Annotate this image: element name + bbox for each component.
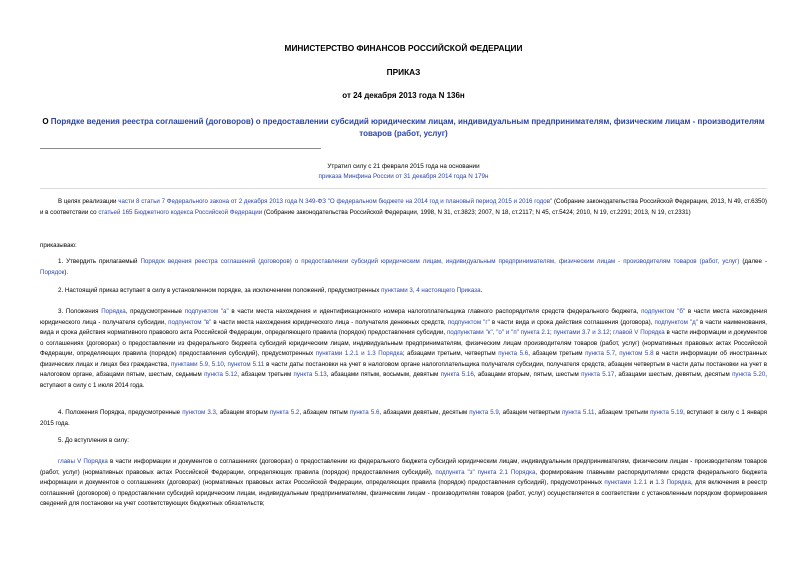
p3-link-15[interactable]: пунктом 5.11 <box>227 360 265 368</box>
p3-text-13: , <box>615 350 620 357</box>
prikazyvayu-text: приказываю: <box>40 242 77 249</box>
p1-link-poryadok[interactable]: Порядок <box>40 268 65 276</box>
document-title <box>40 116 767 140</box>
p4-text-5: , абзацем четвертым <box>498 409 562 416</box>
p3-link-4[interactable]: подпунктом "в" <box>168 318 212 326</box>
p3-link-5[interactable]: подпунктом "г" <box>447 318 490 326</box>
p6-text-1: в части информации и документов о соглашениях (договорах) о предоставлении из федерального бюджета субсидий юридическим лицам, индивидуальным предпринимателям, физическим лицам - производителям товаров (работ, услуг) (нормативных правовых актах Российской Федерации, определяющих правила (порядок) предоставления субсидий), <box>40 458 767 476</box>
p3-text-21: , вступают в силу с 1 июля 2014 года. <box>40 371 768 389</box>
paragraph-2 <box>40 286 767 297</box>
p4-text-1: 4. Положения Порядка, предусмотренные <box>58 409 183 416</box>
p5-heading: 5. До вступления в силу: <box>58 437 129 444</box>
p3-text-15: , <box>223 360 228 368</box>
p6-text-4: , для включения в реестр соглашений (договоров) о предоставлении субсидий юридическим лицам, индивидуальным предпринимателям, физическим лицам - производителям товаров (работ, услуг) осуществляется в соответствии с установленным порядком формирования сведений для постановки на учет соответствующих бюджетных обязательств; <box>40 479 767 507</box>
p3-text-1: 3. Положения <box>58 308 102 315</box>
repeal-note-line2-wrap <box>200 172 607 182</box>
p3-text-9: ; <box>609 329 614 336</box>
p3-text-17: , абзацем третьим <box>237 371 294 378</box>
repeal-note-line1: Утратил силу с 21 февраля 2015 года на основании <box>327 163 480 170</box>
p3-link-18[interactable]: пункта 5.16 <box>440 371 474 378</box>
p3-link-11[interactable]: пункта 5.6 <box>498 350 529 357</box>
p3-link-16[interactable]: пункта 5.12 <box>204 371 238 378</box>
p3-link-7[interactable]: подпунктами "к", "о" и "п" пункта 2.1 <box>446 329 550 336</box>
paragraph-3 <box>40 307 767 391</box>
p3-text-8: ; <box>549 329 554 336</box>
p3-link-2[interactable]: подпунктом "а" <box>184 308 229 315</box>
paragraph-1 <box>40 257 767 278</box>
p4-text-2: , абзацем вторым <box>216 409 270 416</box>
p3-link-8[interactable]: пунктами 3.7 и 3.12 <box>553 329 610 336</box>
p3-text-4: в части места нахождения юридического лица - получателя субсидии, <box>40 308 767 326</box>
repeal-note-link[interactable]: приказа Минфина России от 31 декабря 2014 года N 179н <box>318 173 489 180</box>
title-link[interactable]: Порядке ведения реестра соглашений (договоров) о предоставлении субсидий юридическим лицам, индивидуальным предпринимателям, физическим лицам - производителям товаров (работ, услуг) <box>50 117 765 138</box>
p3-link-17[interactable]: пункта 5.13 <box>293 371 327 378</box>
divider-full <box>40 188 767 189</box>
p3-text-20: , абзацами шестым, девятым, десятым <box>614 371 733 378</box>
p3-text-3: в части места нахождения и идентификационного номера налогоплательщика главного распорядителя средств федерального бюджета, <box>228 308 642 315</box>
divider-short <box>40 148 321 149</box>
p6-link-1[interactable]: главы V Порядка <box>58 458 108 465</box>
p6-link-3[interactable]: пунктами 1.2.1 <box>604 479 648 486</box>
p6-text-3: и <box>647 479 656 486</box>
preamble-paragraph <box>40 197 767 218</box>
p6-link-2[interactable]: подпункта "з" пункта 2.1 Порядка <box>435 468 536 476</box>
p3-link-20[interactable]: пункта 5.20 <box>732 371 766 378</box>
p3-text-19: , абзацами вторым, пятым, шестым <box>473 371 582 378</box>
p3-link-3[interactable]: подпунктом "б" <box>641 308 686 315</box>
p3-text-18: , абзацами пятым, восьмым, девятым <box>326 371 441 378</box>
p3-link-19[interactable]: пункта 5.17 <box>581 371 615 378</box>
paragraph-4 <box>40 408 767 429</box>
p4-link-4[interactable]: пункта 5.9 <box>469 409 499 416</box>
p2-link[interactable]: пунктами 3, 4 настоящего Приказа <box>381 287 481 294</box>
p3-text-5: в части места нахождения юридического лица - получателя денежных средств, <box>211 318 448 326</box>
doc-type-heading: ПРИКАЗ <box>386 67 421 77</box>
date-number-heading: от 24 декабря 2013 года N 136н <box>342 91 465 100</box>
p3-link-6[interactable]: подпунктом "д" <box>654 318 698 326</box>
preamble-link-2[interactable]: статьей 165 Бюджетного кодекса Российской Федерации <box>98 208 263 216</box>
p3-text-14: в части информации об иностранных физических лицах и лицах без гражданства, <box>40 350 767 368</box>
p3-link-14[interactable]: пунктами 5.9, 5.10 <box>171 360 224 368</box>
p2-text-1: 2. Настоящий приказ вступает в силу в установленном порядке, за исключением положений, предусмотренных <box>58 287 382 294</box>
p1-text-3: ). <box>64 268 69 276</box>
p3-text-2: , предусмотренные <box>125 308 185 315</box>
p3-text-6: в части вида и срока действия соглашения (договора), <box>489 318 655 326</box>
ministry-heading: МИНИСТЕРСТВО ФИНАНСОВ РОССИЙСКОЙ ФЕДЕРАЦИИ <box>284 43 523 53</box>
preamble-text-2: (Собрание законодательства Российской Федерации, 2013, N 49, ст.6350) и в соответствии со <box>40 198 767 216</box>
p6-text-2: , формирование главными распорядителями средств федерального бюджета информации и документов о соглашениях (договорах) (нормативных правовых актах Российской Федерации, определяющих правила (порядок) предоставления субсидий), предусмотренных <box>40 468 767 486</box>
preamble-link-1[interactable]: части 8 статьи 7 Федерального закона от 2 декабря 2013 года N 349-ФЗ "О федеральном бюджете на 2014 год и плановый период 2015 и 2016 годов" <box>118 198 553 205</box>
p6-link-4[interactable]: 1.3 Порядка <box>655 479 691 486</box>
p4-text-7: , вступают в силу с 1 января 2015 года. <box>40 409 768 427</box>
p3-text-16: в части даты постановки на учет в налоговом органе налогоплательщика получателя субсидии, получателя средств, абзацем четвертым в части даты постановки на учет в налоговом органе, абзацами пятым, шестым, седьмым <box>40 360 767 378</box>
p1-link-order[interactable]: Порядок ведения реестра соглашений (договоров) о предоставлении субсидий юридическим лицам, индивидуальным предпринимателям, физическим лицам - производителям товаров (работ, услуг) <box>140 258 740 265</box>
p3-text-12: , абзацем третьим <box>528 350 586 357</box>
p3-text-10: в части информации и документов о соглашениях (договорах) о предоставлении из федерального бюджета субсидий юридическим лицам, индивидуальным предпринимателям, физическим лицам производителям товаров (работ, услуг) (нормативных правовых актах Российской Федерации, определяющих правила (порядок) предоставления субсидий), предусмотренных <box>40 329 768 357</box>
title-prefix: О <box>42 117 51 126</box>
p4-link-1[interactable]: пунктом 3.3 <box>182 409 216 416</box>
p3-link-1[interactable]: Порядка <box>101 308 126 315</box>
p4-text-3: , абзацем пятым <box>299 409 350 416</box>
p2-text-2: . <box>480 287 483 294</box>
paragraph-5 <box>40 436 767 447</box>
p1-text-2: (далее - <box>739 258 767 265</box>
paragraph-6 <box>40 457 767 510</box>
p4-link-5[interactable]: пункта 5.11 <box>561 409 595 416</box>
p4-link-6[interactable]: пункта 5.19 <box>650 409 684 416</box>
p3-link-13[interactable]: пунктом 5.8 <box>619 350 654 357</box>
p4-text-6: , абзацем третьим <box>594 409 651 416</box>
p3-link-9[interactable]: главой V Порядка <box>613 329 665 336</box>
preamble-text-1: В целях реализации <box>58 198 119 205</box>
p3-text-11: ; абзацами третьим, четвертым <box>402 350 499 357</box>
p4-text-4: , абзацами девятым, десятым <box>379 409 470 416</box>
p3-text-7: в части наименования, вида и срока действия нормативного правового акта Российской Федерации, определяющего правила (порядок) предоставления субсидии, <box>40 318 768 336</box>
p4-link-3[interactable]: пункта 5.6 <box>349 409 380 416</box>
p1-text-1: 1. Утвердить прилагаемый <box>58 258 141 265</box>
p3-link-12[interactable]: пункта 5.7 <box>585 350 616 357</box>
p4-link-2[interactable]: пункта 5.2 <box>269 409 300 416</box>
p3-link-10[interactable]: пунктами 1.2.1 и 1.3 Порядка <box>315 350 403 357</box>
preamble-text-3: (Собрание законодательства Российской Федерации, 1998, N 31, ст.3823; 2007, N 18, ст.2117; N 45, ст.5424; 2010, N 19, ст.2291; 2013, N 19, ст.2331) <box>262 208 691 216</box>
